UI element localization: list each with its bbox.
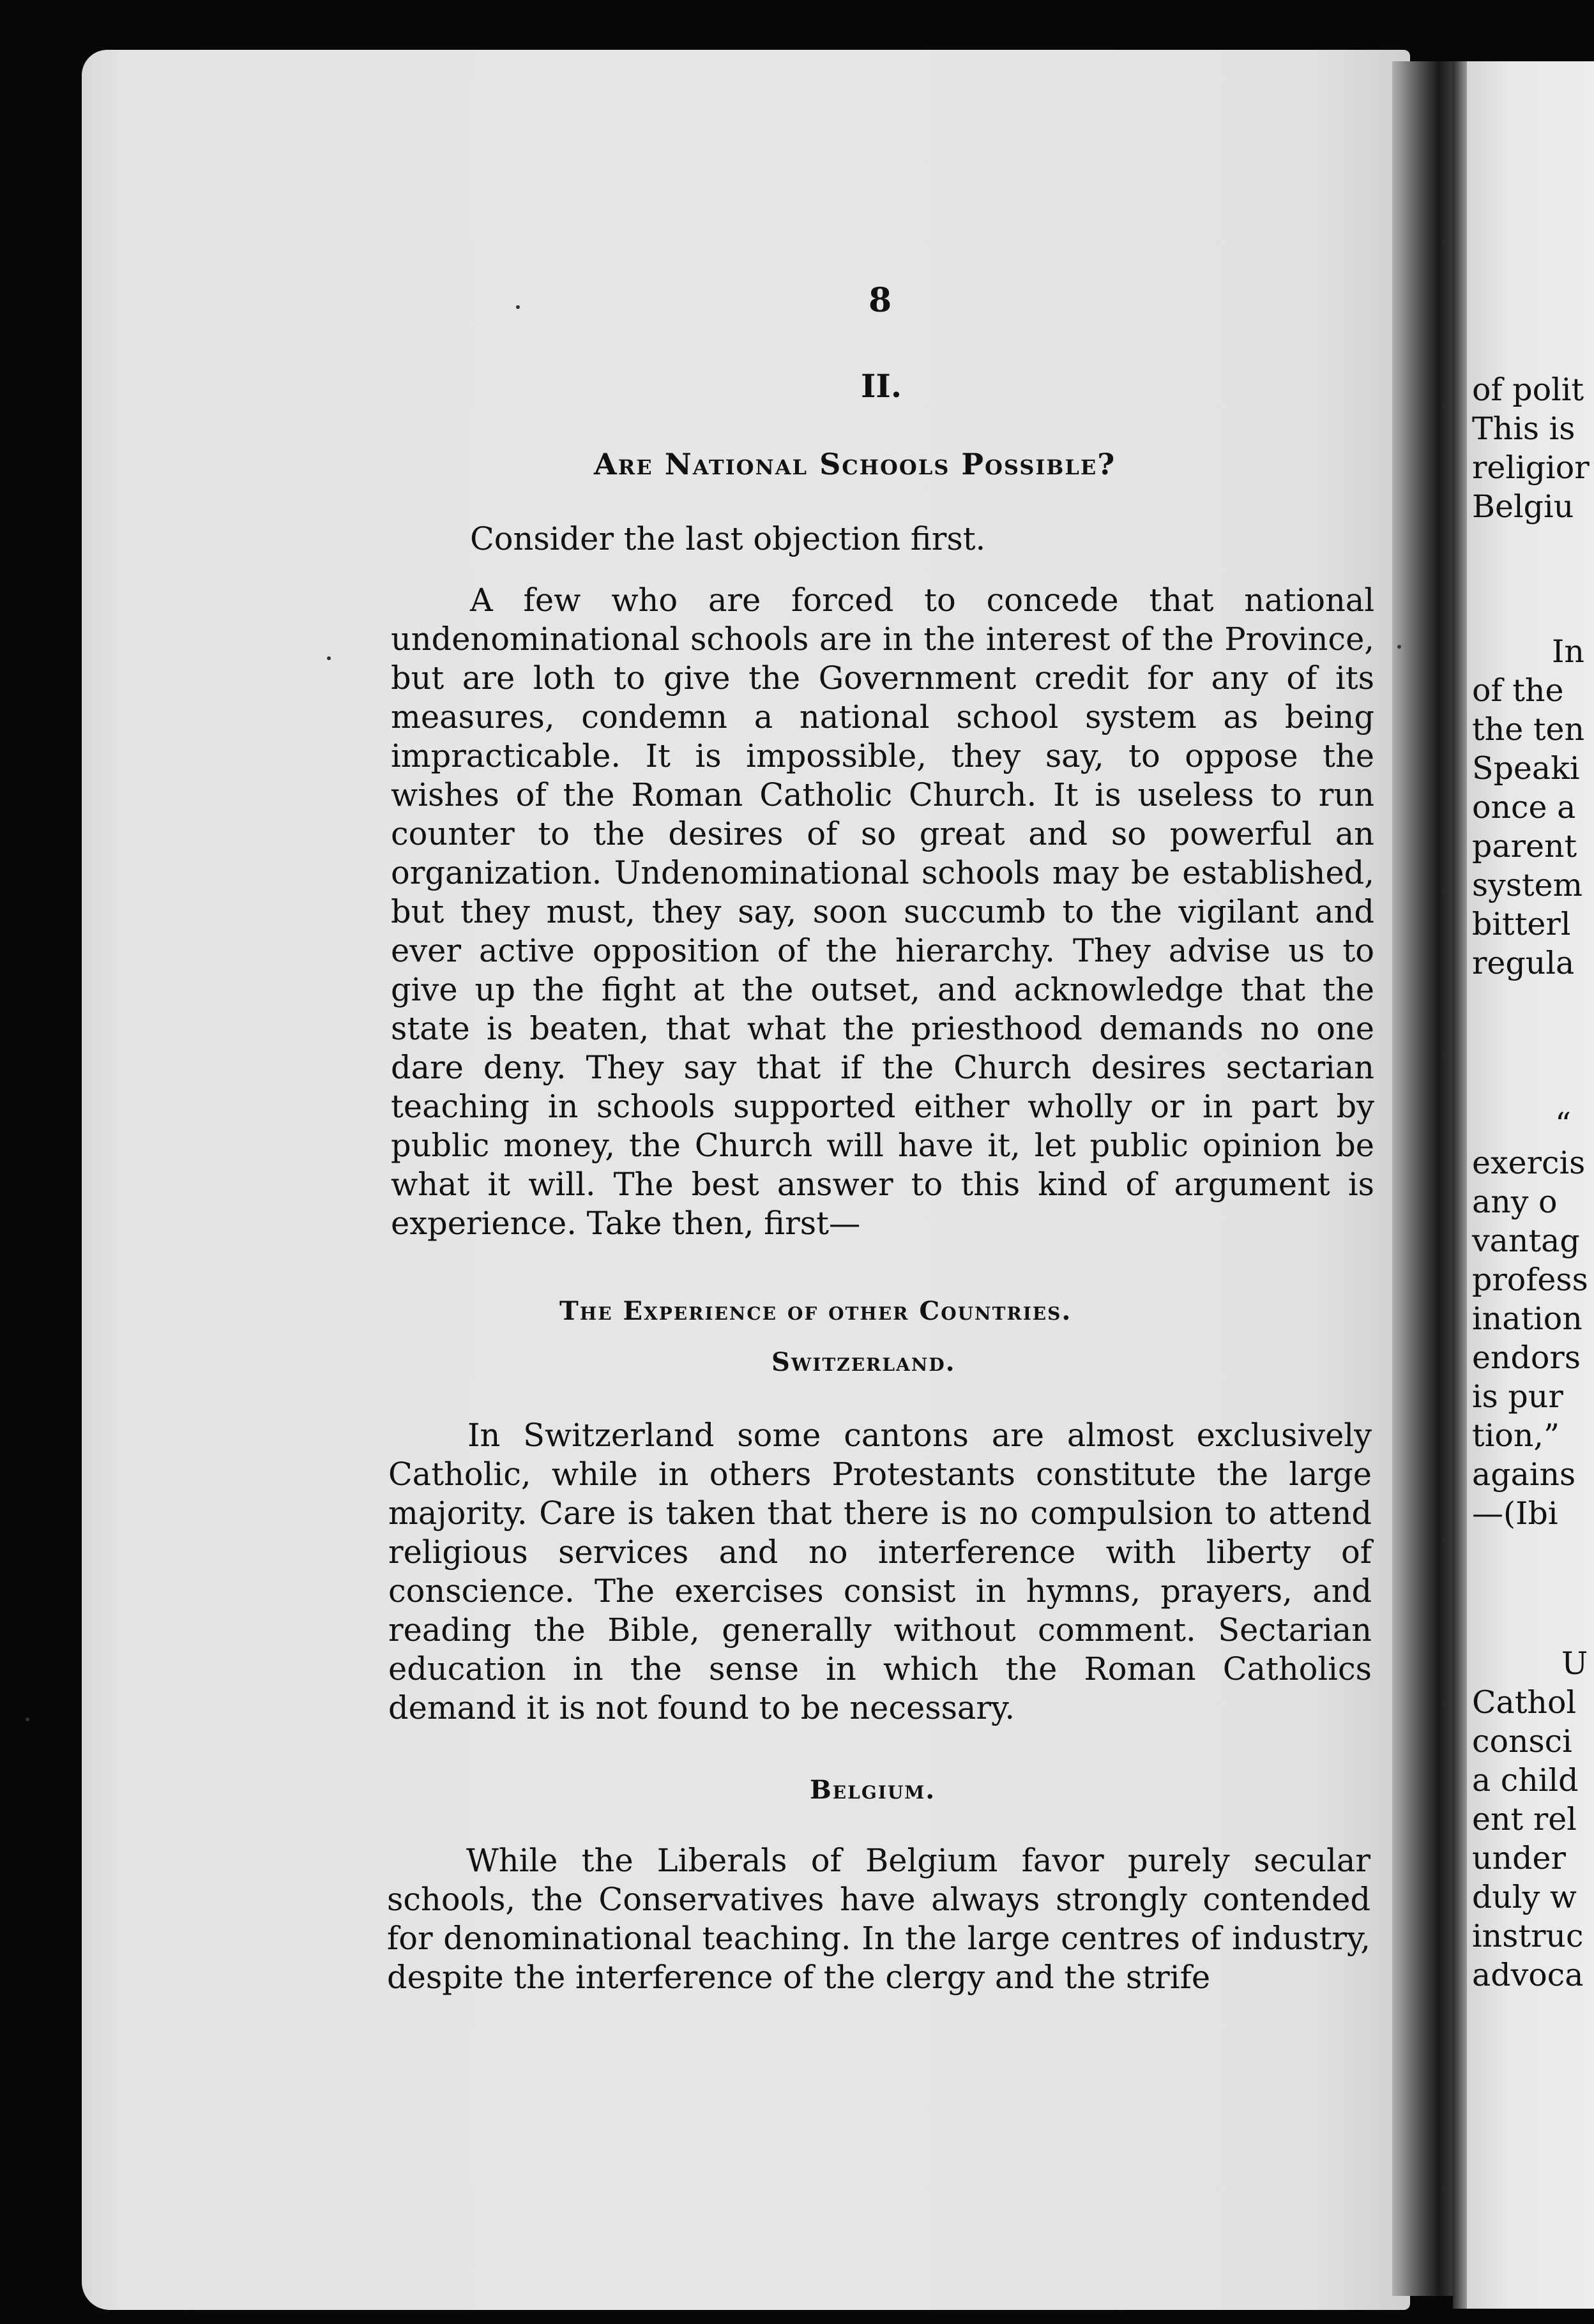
paragraph-3: While the Liberals of Belgium favor purely secular schools, the Conservatives have always strongly contended for denominational teaching. In the large centres of industry, despite the interference of the clergy and the strife (387, 1842, 1370, 1996)
facing-line: tion,” (1472, 1417, 1560, 1454)
facing-line: instruc (1472, 1918, 1584, 1954)
intro-line: Consider the last objection first. (470, 520, 986, 557)
facing-line: under (1472, 1840, 1566, 1876)
ink-speck (516, 305, 520, 309)
facing-line: regula (1472, 945, 1575, 981)
facing-line: parent (1472, 828, 1577, 864)
section-heading: Are National Schools Possible? (594, 447, 1116, 481)
facing-line: U (1561, 1645, 1588, 1682)
facing-line: Speaki (1472, 750, 1580, 787)
facing-line: of polit (1472, 372, 1584, 408)
facing-line: any o (1472, 1184, 1558, 1220)
facing-line: Cathol (1472, 1684, 1577, 1721)
section-number: II. (861, 367, 902, 405)
facing-line: ination (1472, 1301, 1583, 1337)
subheading-switzerland: Switzerland. (771, 1347, 956, 1377)
facing-line: vantag (1472, 1223, 1580, 1259)
facing-line: “ (1555, 1106, 1572, 1142)
page-edge-shadow (1453, 61, 1467, 2309)
facing-line: is pur (1472, 1378, 1563, 1415)
facing-line: ent rel (1472, 1801, 1577, 1837)
facing-line: advoca (1472, 1957, 1584, 1993)
facing-line: agains (1472, 1456, 1576, 1493)
facing-line: profess (1472, 1262, 1588, 1298)
facing-line: of the (1472, 672, 1564, 709)
facing-line: In (1552, 633, 1584, 670)
facing-line: a child (1472, 1762, 1579, 1799)
subheading-experience: The Experience of other Countries. (559, 1296, 1072, 1326)
facing-line: exercis (1472, 1145, 1586, 1181)
paragraph-1: A few who are forced to concede that national undenominational schools are in the interest of the Province, but are loth to give the Government credit for any of its measures, condemn a national school system as being impracticable. It is impossible, they say, to oppose the wishes of the Roman Catholic Church. It is useless to run counter to the desires of so great and so powerful an organization. Undenominational schools may be established, but they must, they say, soon succumb to the vigilant and ever active opposition of the hierarchy. They advise us to give up the fight at the outset, and acknowledge that the state is beaten, that what the priesthood demands no one dare deny. They say that if the Church desires sectarian teaching in schools supported either wholly or in part by public money, the Church will have it, let public opinion be what it will. The best answer to this kind of argument is experience. Take then, first— (391, 582, 1374, 1242)
subheading-belgium: Belgium. (810, 1775, 936, 1805)
facing-line: —(Ibi (1472, 1495, 1558, 1532)
facing-line: religior (1472, 449, 1590, 486)
ink-speck (1397, 645, 1401, 649)
facing-line: bitterl (1472, 906, 1571, 942)
facing-line: system (1472, 867, 1583, 903)
facing-line: Belgiu (1472, 488, 1574, 525)
facing-line: This is (1472, 411, 1575, 447)
facing-line: once a (1472, 789, 1576, 826)
ink-speck (327, 656, 331, 660)
facing-line: the ten (1472, 711, 1585, 748)
facing-line: endors (1472, 1339, 1581, 1376)
facing-line: consci (1472, 1723, 1572, 1760)
ink-speck (26, 1717, 29, 1721)
paragraph-2: In Switzerland some cantons are almost exclusively Catholic, while in others Protestants constitute the large majority. Care is taken that there is no compulsion to attend religious services and no interference with liberty of conscience. The exercises consist in hymns, prayers, and reading the Bible, generally without comment. Sectarian education in the sense in which the Roman Catholics demand it is not found to be necessary. (388, 1417, 1372, 1726)
facing-line: duly w (1472, 1879, 1577, 1915)
page-number: 8 (869, 281, 892, 320)
